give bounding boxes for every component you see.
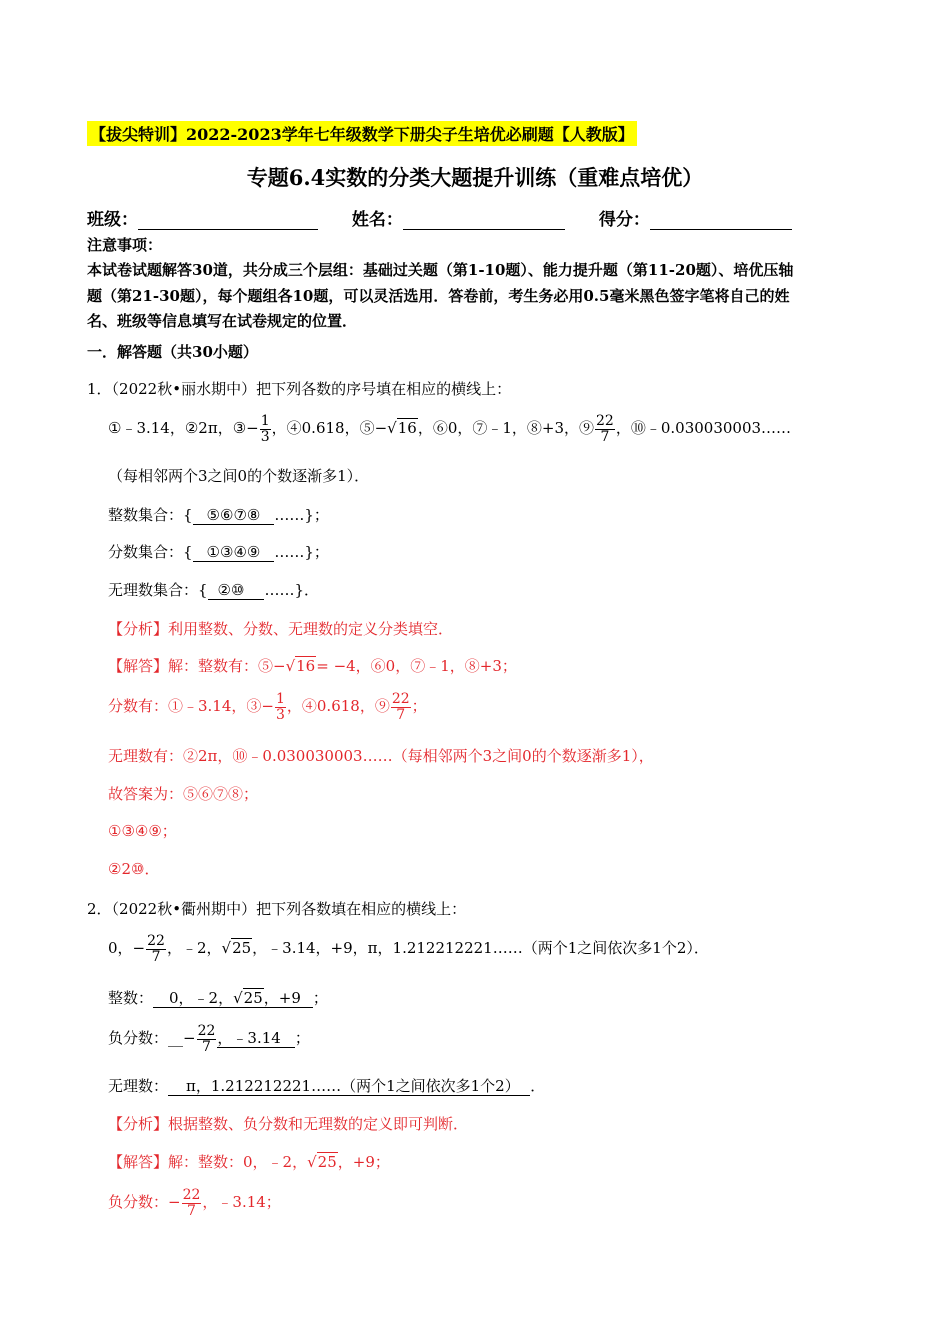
page-title: 专题6.4实数的分类大题提升训练（重难点培优） bbox=[246, 165, 704, 190]
answer-text: ，+9 bbox=[263, 989, 301, 1007]
fraction-denominator: 7 bbox=[187, 1202, 196, 1219]
section-heading: 一．解答题（共30小题） bbox=[87, 343, 258, 361]
sqrt-expression: √25 bbox=[233, 989, 263, 1007]
q2-irrationals bbox=[108, 1075, 545, 1096]
notice-heading: 注意事项： bbox=[87, 236, 163, 254]
q1-answer-line-3: ②2⑩． bbox=[108, 860, 160, 878]
q1-solution-irrationals: 无理数有：②2π，⑩﹣0.030030003……（每相邻两个3之间0的个数逐渐多1）， bbox=[108, 747, 654, 765]
solution-text: 【解答】解：整数：0，﹣2， bbox=[108, 1153, 308, 1171]
fraction-denominator: 7 bbox=[151, 948, 161, 965]
header-banner: 【拔尖特训】2022-2023学年七年级数学下册尖子生培优必刷题【人教版】 bbox=[87, 121, 637, 146]
negative-fractions-label: 负分数： bbox=[108, 1029, 169, 1048]
q1-numbers bbox=[108, 414, 791, 444]
name-label: 姓名： bbox=[351, 210, 403, 230]
integer-set-answer[interactable]: ⑤⑥⑦⑧ bbox=[193, 506, 275, 525]
score-label: 得分： bbox=[598, 210, 650, 230]
fraction-numerator: 22 bbox=[391, 691, 410, 707]
q1-fraction-set bbox=[108, 541, 329, 562]
q2-numbers-part-3: ，﹣3.14，+9，π，1.212212221……（两个1之间依次多1个2）． bbox=[252, 939, 709, 958]
fraction bbox=[182, 1188, 202, 1218]
answer-text: 0，﹣2， bbox=[169, 989, 234, 1007]
q2-integers bbox=[108, 987, 328, 1008]
sqrt-expression: √25 bbox=[307, 1153, 337, 1171]
fraction-denominator: 7 bbox=[396, 706, 406, 723]
q2-analysis: 【分析】根据整数、负分数和无理数的定义即可判断． bbox=[108, 1115, 469, 1133]
fraction-numerator: 22 bbox=[197, 1023, 216, 1039]
q1-stem: 1．（2022秋•丽水期中）把下列各数的序号填在相应的横线上： bbox=[87, 380, 512, 398]
radicand: 25 bbox=[317, 1153, 337, 1171]
irrationals-answer[interactable]: π，1.212212221……（两个1之间依次多1个2） bbox=[168, 1077, 530, 1096]
q2-numbers-part-1: 0，− bbox=[108, 939, 146, 958]
q1-analysis: 【分析】利用整数、分数、无理数的定义分类填空． bbox=[108, 620, 454, 638]
set-end: ……}； bbox=[274, 506, 329, 524]
solution-text: ，④0.618，⑨ bbox=[286, 697, 390, 716]
q1-numbers-part-3: ，⑥0，⑦﹣1，⑧+3，⑨ bbox=[417, 419, 595, 438]
sqrt-expression: √16 bbox=[387, 419, 417, 438]
punctuation: ； bbox=[312, 989, 328, 1007]
fraction-numerator: 22 bbox=[596, 413, 614, 429]
notice-line-3: 名、班级等信息填写在试卷规定的位置． bbox=[87, 312, 358, 330]
integers-answer[interactable] bbox=[153, 989, 313, 1008]
fraction-numerator: 1 bbox=[260, 413, 270, 429]
integers-label: 整数： bbox=[108, 989, 154, 1007]
q1-numbers-part-2: ，④0.618，⑤− bbox=[271, 419, 388, 438]
fraction bbox=[197, 1024, 217, 1054]
fraction-denominator: 3 bbox=[275, 706, 285, 723]
q1-integer-set bbox=[108, 504, 329, 525]
q2-numbers bbox=[108, 934, 709, 964]
q1-solution-fractions bbox=[108, 692, 427, 722]
class-label: 班级： bbox=[87, 210, 138, 230]
fraction-numerator: 22 bbox=[147, 933, 165, 949]
fraction bbox=[391, 692, 411, 722]
class-field[interactable] bbox=[138, 213, 318, 230]
irrational-set-label: 无理数集合：{ bbox=[108, 581, 208, 599]
radicand: 16 bbox=[397, 419, 417, 438]
radicand: 25 bbox=[232, 939, 252, 958]
radicand: 16 bbox=[296, 657, 316, 675]
sqrt-expression: √16 bbox=[285, 657, 316, 675]
fraction-set-label: 分数集合：{ bbox=[108, 543, 193, 561]
q1-answer-line-2: ①③④⑨； bbox=[108, 822, 177, 840]
fraction-denominator: 3 bbox=[260, 428, 270, 445]
fraction-denominator: 7 bbox=[600, 428, 610, 445]
solution-text: 分数有：①﹣3.14，③− bbox=[108, 697, 274, 716]
irrationals-label: 无理数： bbox=[108, 1077, 169, 1095]
negative-fractions-answer[interactable]: ，﹣3.14 bbox=[217, 1029, 294, 1048]
q2-negative-fractions bbox=[108, 1024, 310, 1054]
q1-note: （每相邻两个3之间0的个数逐渐多1）． bbox=[108, 467, 370, 485]
q2-solution-negative-fractions bbox=[108, 1188, 281, 1218]
solution-text: 【解答】解：整数有：⑤− bbox=[108, 657, 286, 675]
notice-line-2: 题（第21-30题），每个题组各10题，可以灵活选用．答卷前，考生务必用0.5毫米黑色签字笔将自己的姓 bbox=[87, 287, 790, 305]
q2-numbers-part-2: ，﹣2， bbox=[166, 939, 222, 958]
punctuation: ； bbox=[294, 1029, 310, 1048]
fraction-denominator: 7 bbox=[202, 1038, 211, 1055]
solution-text: ； bbox=[411, 697, 427, 716]
notice-line-1: 本试卷试题解答30道，共分成三个层组：基础过关题（第1-10题）、能力提升题（第11-20题）、培优压轴 bbox=[87, 261, 794, 279]
sqrt-expression: √25 bbox=[221, 939, 252, 958]
fraction bbox=[260, 414, 271, 444]
fraction-numerator: 1 bbox=[275, 691, 285, 707]
score-field[interactable] bbox=[650, 213, 792, 230]
student-info-row bbox=[87, 205, 820, 230]
fraction bbox=[595, 414, 615, 444]
solution-text: ，+9； bbox=[337, 1153, 390, 1171]
radicand: 25 bbox=[243, 989, 263, 1007]
q1-solution-integers bbox=[108, 655, 517, 676]
q1-numbers-part-4: ，⑩﹣0.030030003…… bbox=[615, 419, 792, 438]
solution-text: ，﹣3.14； bbox=[202, 1193, 281, 1212]
set-end: ……}； bbox=[274, 543, 329, 561]
fraction-set-answer[interactable]: ①③④⑨ bbox=[193, 543, 275, 562]
solution-text: 负分数：− bbox=[108, 1193, 181, 1212]
fraction-numerator: 22 bbox=[182, 1187, 201, 1203]
set-end: ……}． bbox=[264, 581, 319, 599]
name-field[interactable] bbox=[403, 213, 565, 230]
solution-text: = −4，⑥0，⑦﹣1，⑧+3； bbox=[316, 657, 517, 675]
fraction bbox=[275, 692, 286, 722]
q1-answer-line-1: 故答案为：⑤⑥⑦⑧； bbox=[108, 785, 259, 803]
q1-irrational-set bbox=[108, 579, 319, 600]
q2-stem: 2．（2022秋•衢州期中）把下列各数填在相应的横线上： bbox=[87, 900, 467, 918]
q2-solution-integers bbox=[108, 1151, 390, 1172]
fraction bbox=[146, 934, 166, 964]
punctuation: ． bbox=[530, 1077, 546, 1095]
integer-set-label: 整数集合：{ bbox=[108, 506, 193, 524]
irrational-set-answer[interactable]: ②⑩ bbox=[208, 581, 265, 600]
q1-numbers-part-1: ①﹣3.14，②2π，③− bbox=[108, 419, 259, 438]
answer-text: __− bbox=[168, 1029, 196, 1048]
